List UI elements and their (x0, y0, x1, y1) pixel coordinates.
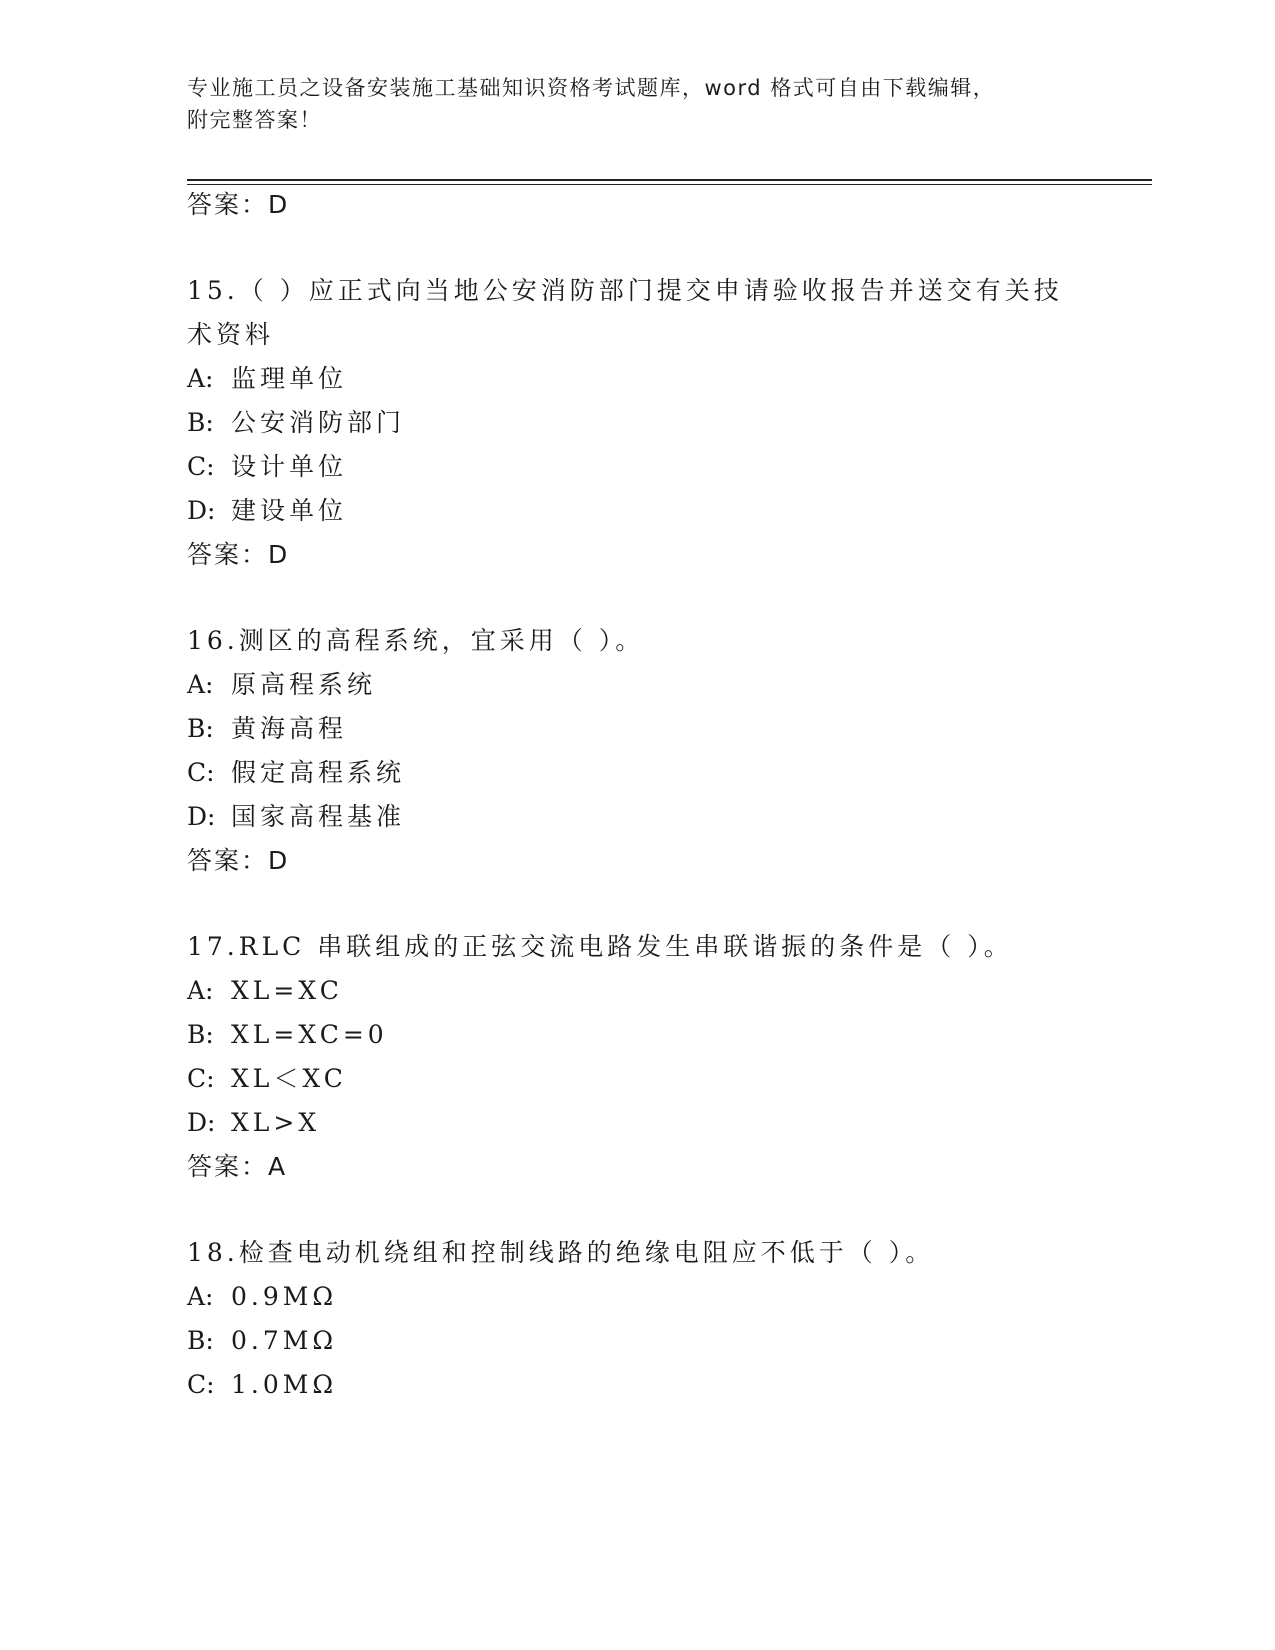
option-letter: A: (187, 976, 214, 1005)
header-divider-thin (187, 184, 1152, 185)
question-18-option-c (187, 1370, 337, 1400)
question-17-option-c (187, 1064, 347, 1094)
question-17-answer: 答案：A (187, 1152, 288, 1181)
header-divider-thick (187, 179, 1152, 181)
question-17-option-b (187, 1020, 388, 1050)
option-text: 设计单位 (231, 452, 348, 481)
header-line-2: 附完整答案！ (187, 108, 322, 132)
option-text: 建设单位 (231, 496, 348, 525)
option-text: 公安消防部门 (231, 408, 406, 437)
question-18-stem: 18.检查电动机绕组和控制线路的绝缘电阻应不低于（ ）。 (187, 1238, 935, 1267)
option-letter: B: (187, 1020, 214, 1049)
option-text: XL=XC=0 (231, 1020, 388, 1049)
option-letter: B: (187, 714, 214, 743)
answer-line: 答案：D (187, 190, 290, 219)
option-letter: C: (187, 758, 215, 787)
option-text: XL＜XC (231, 1064, 347, 1093)
option-text: 黄海高程 (231, 714, 348, 743)
question-15-option-b (187, 408, 405, 438)
question-15-option-a (187, 364, 347, 394)
option-text: 假定高程系统 (231, 758, 406, 787)
option-letter: A: (187, 364, 214, 393)
header-line-1: 专业施工员之设备安装施工基础知识资格考试题库，word 格式可自由下载编辑， (187, 76, 996, 100)
option-text: 国家高程基准 (231, 802, 406, 831)
option-letter: B: (187, 1326, 214, 1355)
option-text: XL=XC (231, 976, 343, 1005)
question-17-option-d (187, 1108, 320, 1138)
option-letter: C: (187, 452, 215, 481)
question-18-option-a (187, 1282, 337, 1312)
option-letter: D: (187, 496, 216, 525)
question-17-stem: 17.RLC 串联组成的正弦交流电路发生串联谐振的条件是（ ）。 (187, 932, 1013, 961)
option-letter: A: (187, 670, 214, 699)
option-text: 监理单位 (231, 364, 348, 393)
option-letter: A: (187, 1282, 214, 1311)
question-15-answer: 答案：D (187, 540, 290, 569)
question-15-stem: 15.（ ）应正式向当地公安消防部门提交申请验收报告并送交有关技 (187, 276, 1063, 305)
option-letter: D: (187, 802, 216, 831)
option-text: 1.0MΩ (231, 1370, 338, 1399)
option-letter: C: (187, 1370, 215, 1399)
option-text: 原高程系统 (231, 670, 377, 699)
option-letter: C: (187, 1064, 215, 1093)
document-header (187, 72, 1087, 136)
option-text: 0.7MΩ (231, 1326, 338, 1355)
option-letter: D: (187, 1108, 216, 1137)
question-16-option-c (187, 758, 405, 788)
question-15-option-c (187, 452, 347, 482)
question-15-option-d (187, 496, 347, 526)
question-16-stem: 16.测区的高程系统，宜采用（ ）。 (187, 626, 645, 655)
question-15-stem-cont: 术资料 (187, 320, 275, 349)
question-16-answer: 答案：D (187, 846, 290, 875)
option-letter: B: (187, 408, 214, 437)
question-17-option-a (187, 976, 343, 1006)
question-16-option-b (187, 714, 347, 744)
question-16-option-a (187, 670, 376, 700)
option-text: 0.9MΩ (231, 1282, 338, 1311)
question-18-option-b (187, 1326, 337, 1356)
option-text: XL>X (231, 1108, 321, 1137)
question-16-option-d (187, 802, 405, 832)
